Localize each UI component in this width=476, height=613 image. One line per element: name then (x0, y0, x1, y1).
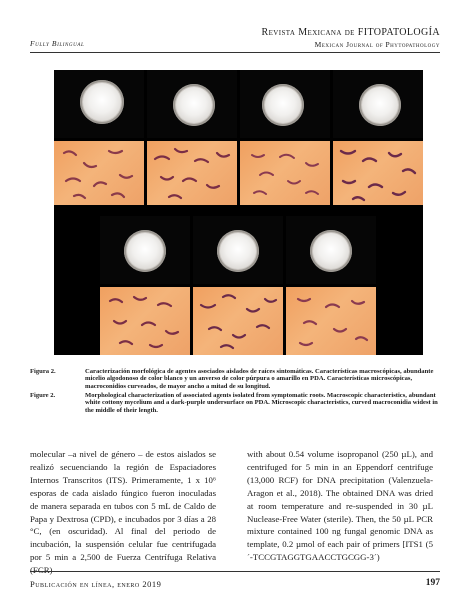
micrograph-6 (193, 287, 283, 355)
micrograph-1 (54, 141, 144, 205)
caption-text-es: Caracterización morfológica de agentes asociados aislados de raíces sintomáticas. Características macroscópicas, abundante micelio algodonoso de color blanco y un anverso de color púrpura o amarillo en PDA. Características microscópicas, macroconidios curveados, de mayor ancho a mitad de su longitud. (85, 368, 434, 390)
journal-title-es: Revista Mexicana de FITOPATOLOGÍA (261, 27, 440, 38)
culture-dish-5 (100, 216, 190, 284)
running-head-left: Fully Bilingual (30, 39, 85, 48)
footer-publication-note: Publicación en línea, enero 2019 (30, 579, 162, 589)
culture-dish-3 (240, 70, 330, 138)
caption-label-es: Figura 2. (30, 368, 56, 375)
body-column-right (247, 448, 433, 564)
micrograph-3 (240, 141, 330, 205)
micrograph-7 (286, 287, 376, 355)
journal-title-en: Mexican Journal of Phytopathology (314, 40, 440, 49)
page-number: 197 (425, 578, 440, 588)
caption-label-en: Figure 2. (30, 392, 56, 399)
figure-caption-en (30, 392, 442, 414)
micrograph-4 (333, 141, 423, 205)
culture-dish-4 (333, 70, 423, 138)
culture-dish-7 (286, 216, 376, 284)
micrograph-2 (147, 141, 237, 205)
footer-rule (30, 571, 440, 572)
culture-dish-2 (147, 70, 237, 138)
caption-text-en: Morphological characterization of associated agents isolated from symptomatic roots. Macroscopic characteristics, abundant white cottony mycelium and a dark-purple undersurface on PDA. Microscopic characteristics, curved macroconidia widest in the middle of their length. (85, 392, 438, 414)
culture-dish-6 (193, 216, 283, 284)
figure-2-panel (54, 70, 423, 355)
body-text-en: with about 0.54 volume isopropanol (250 µL), and centrifuged for 5 min in an Eppendorf centrifuge (13,000 RCF) for DNA precipitation (Valenzuela-Aragon et al., 2018). The obtained DNA was dried at room temperature and re-suspended in 30 µL Nuclease-Free Water (sterile). Then, the 50 µL PCR mixture contained 100 ng fungal genomic DNA as template, 0.2 µmol of each pair of primers [ITS1 (5´-TCCGTAGGTGAACCTGCGG-3´) (247, 449, 433, 563)
micrograph-5 (100, 287, 190, 355)
figure-caption-es (30, 368, 442, 390)
body-column-left (30, 448, 216, 577)
culture-dish-1 (54, 70, 144, 138)
body-text-es: molecular –a nivel de género – de estos aislados se realizó secuenciando la región de Espaciadores Internos Transcritos (ITS). Primeramente, 1 x 10⁶ esporas de cada aislado fúngico fueron inoculadas de manera separada en tubos con 5 mL de Caldo de Papa y Dextrosa (CPD), e incubados por 3 días a 28 °C, (en oscuridad). Al final del periodo de incubación, la suspensión celular fue centrifugada por 5 min a 2,500 de Fuerza Centrífuga Relativa (FCR) (30, 449, 216, 576)
header-rule (30, 52, 440, 53)
